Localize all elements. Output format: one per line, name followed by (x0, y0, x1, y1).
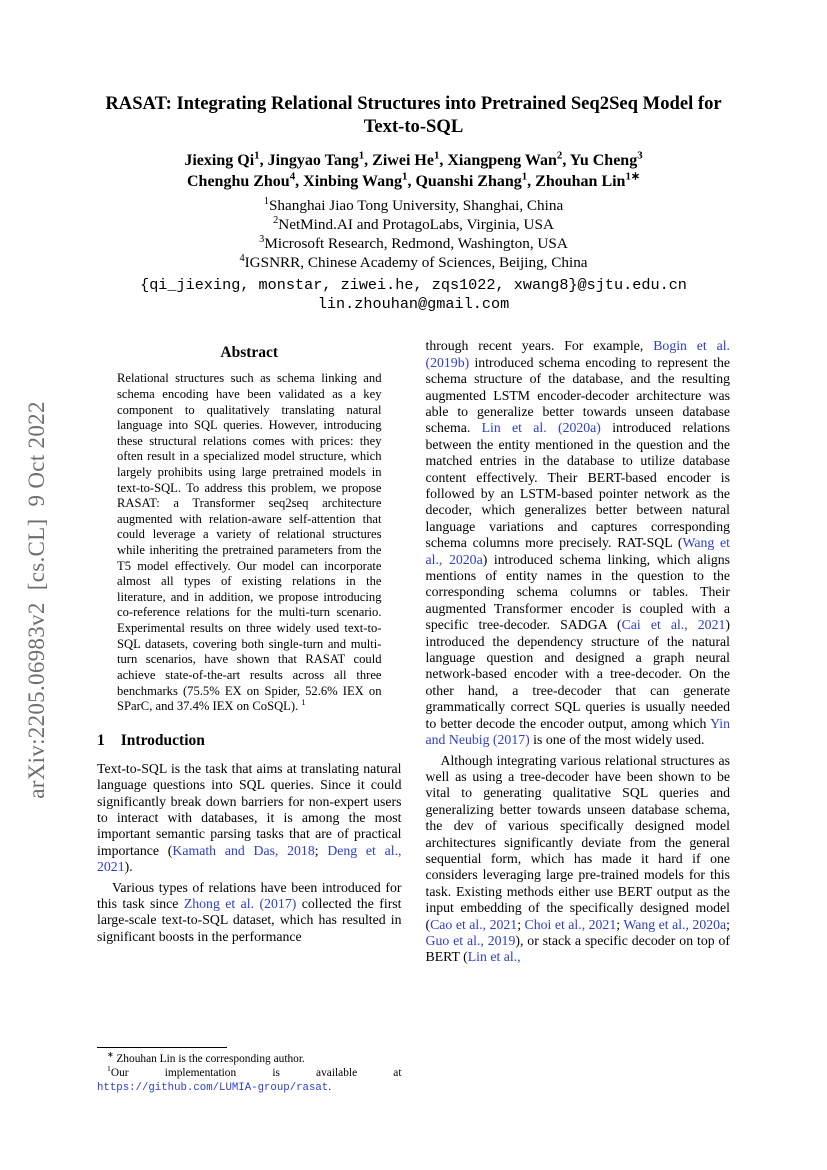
text-segment: Microsoft Research, Redmond, Washington, USA (264, 234, 568, 252)
citation-link[interactable]: Cao et al., 2021 (430, 916, 518, 932)
citation-link[interactable]: Wang et al., 2020a (623, 916, 727, 932)
superscript: 1 (301, 696, 306, 707)
section-title: Introduction (120, 731, 205, 749)
intro-paragraph-1 (97, 761, 402, 876)
url-link[interactable]: https://github.com/LUMIA-group/rasat (97, 1082, 329, 1095)
citation-link[interactable]: Lin et al., (467, 949, 521, 965)
text-segment: ; (517, 916, 525, 932)
text-segment: ; (726, 916, 730, 932)
superscript: 4 (239, 253, 245, 265)
abstract-body (97, 371, 402, 714)
author-block (97, 151, 730, 193)
superscript: 2 (556, 149, 563, 162)
superscript: 1 (254, 149, 260, 162)
footnote-block (97, 1047, 402, 1095)
text-segment: IGSNRR, Chinese Academy of Sciences, Beijing, China (244, 254, 588, 272)
text-segment: , Xiangpeng Wan (439, 152, 557, 170)
left-column (97, 338, 402, 1095)
citation-link[interactable]: Guo et al., 2019 (425, 932, 516, 948)
email-line-1: {qi_jiexing, monstar, ziwei.he, zqs1022, xwang8}@sjtu.edu.cn (140, 276, 687, 295)
footnote-corresponding-author (97, 1050, 402, 1067)
text-segment: ). (124, 859, 133, 875)
text-segment: introduced schema encoding to represent the schema structure of the database, and the resulting augmented LSTM encoder-decoder architecture was able to generalize better towards unseen database schema. (425, 354, 730, 436)
text-segment: , Zhouhan Lin (527, 172, 626, 190)
text-segment: ) introduced schema linking, which aligns mentions of entity names in the question to the corresponding schema columns or tables. Their augmented Transformer encoder is coupled with a specific tree-decoder. SADGA ( (425, 551, 730, 633)
email-line-2: lin.zhouhan@gmail.com (317, 294, 510, 313)
superscript: 1 (358, 149, 365, 162)
text-segment: Relational structures such as schema linking and schema encoding have been validated as a key component to qualitatively translating natural language into SQL queries. However, introducing these structural relations comes with prices: they often result in a specialized model structure, which largely prohibits using large pretrained models in text-to-SQL. To address this problem, we propose RASAT: a Transformer seq2seq architecture augmented with relation-aware self-attention that could leverage a variety of relational structures while inheriting the pretrained parameters from the T5 model effectively. Our model can incorporate almost all types of existing relations in the literature, and in addition, we propose introducing co-reference relations for the multi-turn scenario. Experimental results on three widely used text-to-SQL datasets, covering both single-turn and multi-turn scenarios, have shown that RASAT could achieve state-of-the-art results across all three benchmarks (75.5% EX on Spider, 52.6% IEX on SParC, and 37.4% IEX on CoSQL). (117, 371, 382, 714)
superscript: 2 (273, 214, 279, 226)
affiliation-block (97, 196, 730, 273)
right-column (426, 338, 731, 1095)
text-segment: collected the first large-scale text-to-SQL dataset, which has resulted in significant boosts in the performance (97, 896, 402, 944)
superscript: 4 (289, 170, 296, 183)
citation-link[interactable]: Deng et al., 2021 (97, 842, 402, 875)
text-segment: NetMind.AI and ProtagoLabs, Virginia, USA (278, 215, 554, 233)
text-segment: Our implementation is available at (110, 1067, 402, 1080)
affiliation-4 (97, 253, 730, 272)
text-segment: , Yu Cheng (562, 152, 638, 170)
superscript: 3 (259, 233, 265, 245)
citation-link[interactable]: Choi et al., 2021 (524, 916, 617, 932)
text-segment: . (328, 1081, 332, 1094)
text-segment: , Xinbing Wang (295, 172, 403, 190)
text-segment: Jiexing Qi (184, 152, 255, 170)
abstract-heading: Abstract (220, 344, 279, 362)
citation-link[interactable]: Lin et al. (2020a) (481, 420, 601, 436)
superscript: 1 (402, 170, 408, 183)
superscript: 1 (433, 149, 440, 162)
citation-link[interactable]: Yin and Neubig (2017) (425, 715, 730, 748)
text-segment: introduced relations between the entity mentioned in the question and the matched entries in the database to utilize database content effectively. Their BERT-based encoder is followed by an LSTM-based pointer network as the decoder, which generalizes better between natural language variations and captures corresponding schema columns more precisely. RAT-SQL ( (425, 420, 730, 551)
superscript: 1 (263, 195, 269, 207)
citation-link[interactable]: Cai et al., 2021 (621, 617, 726, 633)
text-segment: Text-to-SQL is the task that aims at translating natural language questions into SQL queries. Since it could significantly break down barriers for non-expert users to interact with databases, it is among the most important semantic parsing tasks that are of practical importance ( (97, 760, 402, 858)
text-segment: Although integrating various relational structures as well as using a tree-decoder have been shown to be vital to generating qualitative SQL queries and generalizing better towards unseen database schema, the dev of various specifically designed model architectures significantly deviate from the general sequential form, which has made it hard if one considers leveraging large pre-trained models for this task. Existing methods either use BERT output as the input embedding of the specifically designed model ( (425, 752, 730, 932)
two-column-body (97, 338, 730, 1095)
text-segment: , Jingyao Tang (259, 152, 359, 170)
citation-link[interactable]: Zhong et al. (2017) (183, 896, 297, 911)
text-segment: is one of the most widely used. (529, 732, 705, 748)
footnote-rule (97, 1047, 227, 1048)
citation-link[interactable]: Kamath and Das, 2018 (172, 842, 315, 858)
body-paragraph-continuation (426, 338, 731, 748)
citation-link[interactable]: Bogin et al. (2019b) (425, 338, 730, 370)
body-paragraph-2 (426, 753, 731, 966)
superscript: ∗ (107, 1050, 114, 1060)
affiliation-3 (97, 234, 730, 253)
text-segment: Chenghu Zhou (186, 172, 290, 190)
citation-link[interactable]: Wang et al., 2020a (425, 535, 731, 567)
superscript: 1 (521, 170, 528, 183)
superscript: 3 (637, 149, 643, 162)
paper-content (97, 0, 730, 1095)
text-segment: ; (314, 842, 328, 858)
intro-paragraph-2 (97, 880, 402, 946)
arxiv-watermark: arXiv:2205.06983v2 [cs.CL] 9 Oct 2022 (24, 401, 49, 799)
text-segment: Zhouhan Lin is the corresponding author. (113, 1053, 305, 1066)
superscript: 1 (107, 1064, 111, 1074)
text-segment: ) introduced the dependency structure of the natural language question and designed a graph neural network-based encoder with a tree-decoder. On the other hand, a tree-decoder that can generate grammatically correct SQL queries is usually needed to better decode the encoder output, among which (425, 617, 730, 731)
footnote-implementation (97, 1064, 402, 1095)
section-heading-introduction (97, 732, 402, 750)
text-segment: Shanghai Jiao Tong University, Shanghai, China (268, 196, 564, 214)
author-line-1 (97, 151, 730, 172)
superscript: 1∗ (625, 170, 641, 183)
text-segment: Various types of relations have been introduced for this task since (97, 879, 402, 911)
paper-title: RASAT: Integrating Relational Structures into Pretrained Seq2Seq Model for Text-to-SQL (105, 93, 722, 138)
section-number: 1 (97, 731, 105, 749)
text-segment: through recent years. For example, (425, 338, 654, 354)
affiliation-2 (97, 215, 730, 234)
text-segment: , Quanshi Zhang (407, 172, 522, 190)
text-segment: ; (616, 916, 624, 932)
text-segment: , Ziwei He (364, 152, 434, 170)
email-block (97, 276, 730, 313)
author-line-2 (97, 172, 730, 193)
affiliation-1 (97, 196, 730, 215)
text-segment: ), or stack a specific decoder on top of BERT ( (425, 932, 730, 965)
